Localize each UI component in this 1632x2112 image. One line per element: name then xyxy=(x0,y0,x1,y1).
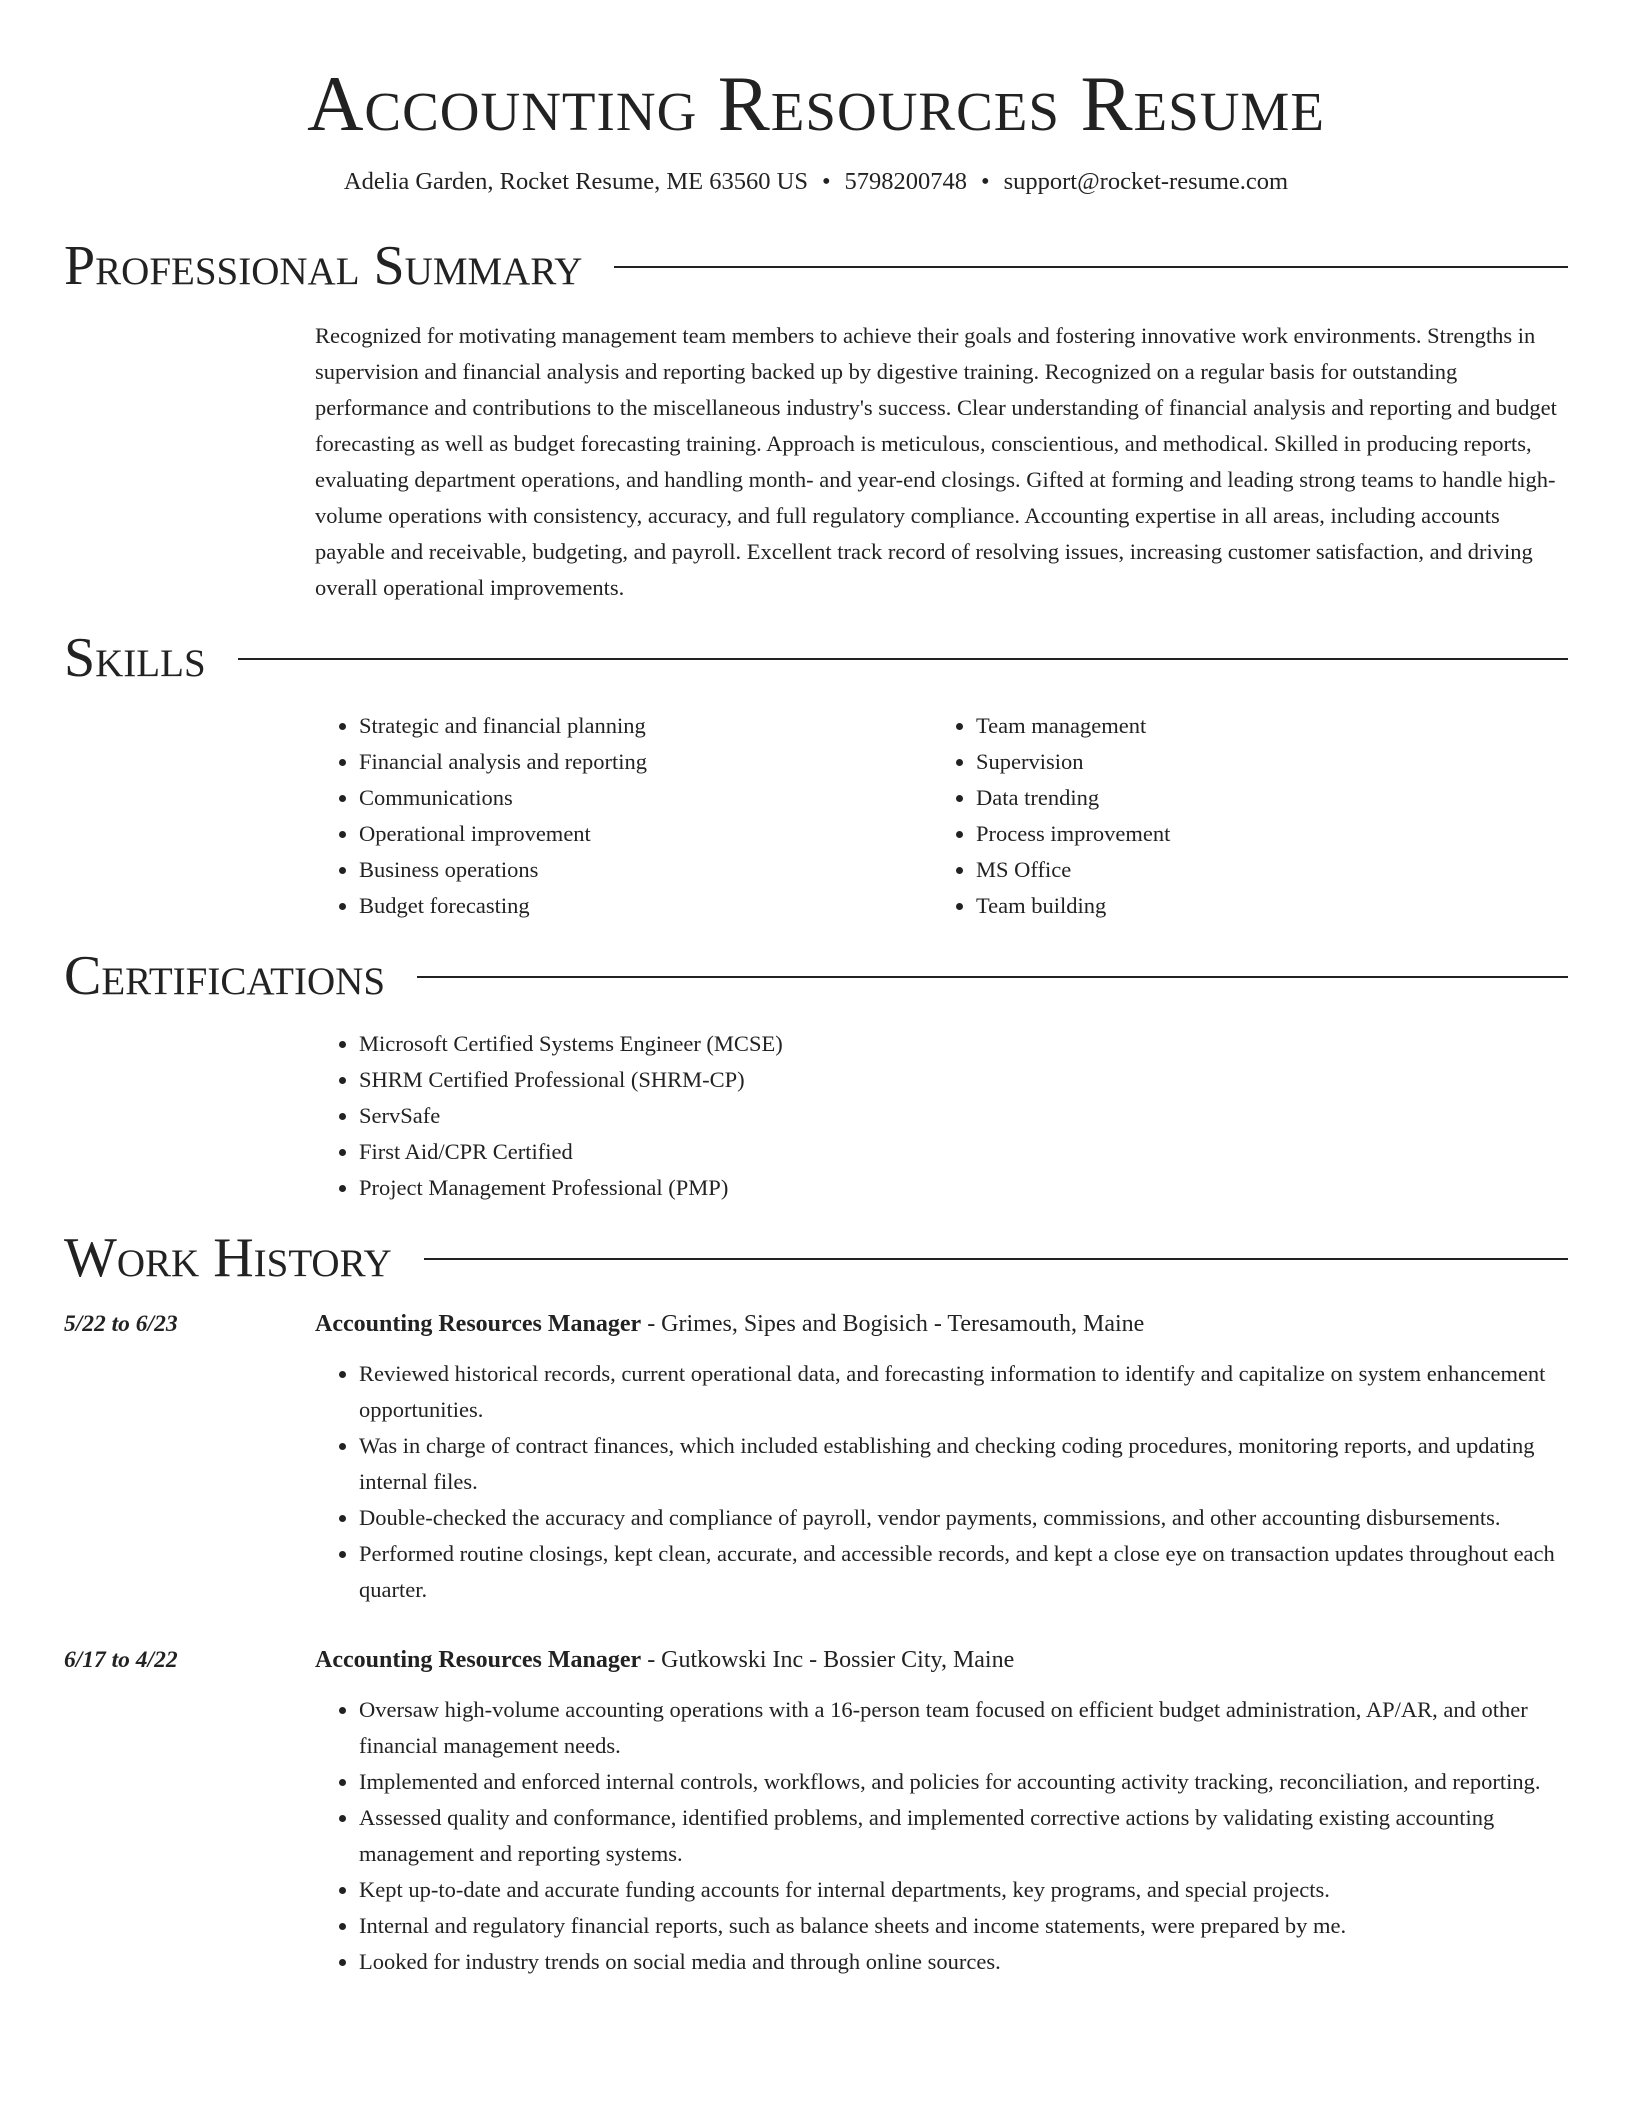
certifications-heading: Certifications xyxy=(64,945,386,1007)
section-divider xyxy=(417,976,1568,978)
job-bullet: • Double-checked the accuracy and compliance of payroll, vendor payments, commissions, and other accounting disbursements. xyxy=(359,1500,1568,1536)
skills-column-left xyxy=(315,708,932,924)
skill-item: • Business operations xyxy=(359,852,932,888)
job-details xyxy=(315,1306,1568,1608)
contact-phone: 5798200748 xyxy=(844,168,968,195)
section-divider xyxy=(238,658,1568,660)
certification-item: • Project Management Professional (PMP) xyxy=(359,1170,1568,1206)
skills-list xyxy=(315,708,1568,924)
job-company-location: - Grimes, Sipes and Bogisich - Teresamouth, Maine xyxy=(641,1311,1145,1337)
job-dates: 5/22 to 6/23 xyxy=(64,1311,178,1337)
skill-item: • Process improvement xyxy=(976,816,1549,852)
summary-section-heading xyxy=(64,234,1568,298)
work-history-section-heading xyxy=(64,1226,1568,1290)
job-header xyxy=(315,1642,1568,1678)
contact-separator: • xyxy=(821,168,831,195)
job-bullet: • Performed routine closings, kept clean, accurate, and accessible records, and kept a close eye on transaction updates throughout each quarter. xyxy=(359,1536,1568,1608)
job-entry xyxy=(64,1642,1568,1980)
section-divider xyxy=(424,1258,1568,1260)
skill-item: • Budget forecasting xyxy=(359,888,932,924)
certifications-ul xyxy=(315,1026,1568,1206)
skills-heading: Skills xyxy=(64,627,206,689)
job-entry xyxy=(64,1306,1568,1608)
job-bullet: • Internal and regulatory financial reports, such as balance sheets and income statements, were prepared by me. xyxy=(359,1908,1568,1944)
job-company-location: - Gutkowski Inc - Bossier City, Maine xyxy=(641,1647,1015,1673)
certification-item: • Microsoft Certified Systems Engineer (MCSE) xyxy=(359,1026,1568,1062)
skill-item: • Team management xyxy=(976,708,1549,744)
skills-section-heading xyxy=(64,626,1568,690)
certifications-list xyxy=(315,1026,1568,1206)
job-bullet: • Kept up-to-date and accurate funding accounts for internal departments, key programs, and special projects. xyxy=(359,1872,1568,1908)
skill-item: • Data trending xyxy=(976,780,1549,816)
job-dates: 6/17 to 4/22 xyxy=(64,1647,178,1673)
contact-separator: • xyxy=(981,168,990,195)
skill-item: • Communications xyxy=(359,780,932,816)
contact-address: Adelia Garden, Rocket Resume, ME 63560 US xyxy=(343,168,808,195)
job-header xyxy=(315,1306,1568,1342)
certification-item: • SHRM Certified Professional (SHRM-CP) xyxy=(359,1062,1568,1098)
skill-item: • MS Office xyxy=(976,852,1549,888)
contact-line xyxy=(64,166,1568,198)
work-history-heading: Work History xyxy=(64,1227,392,1289)
section-divider xyxy=(614,266,1568,268)
job-title: Accounting Resources Manager xyxy=(315,1647,642,1673)
job-bullets xyxy=(315,1356,1568,1608)
skill-item: • Operational improvement xyxy=(359,816,932,852)
job-details xyxy=(315,1642,1568,1980)
summary-body xyxy=(315,318,1568,606)
contact-email: support@rocket-resume.com xyxy=(1003,168,1289,195)
certification-item: • ServSafe xyxy=(359,1098,1568,1134)
job-bullet: • Reviewed historical records, current operational data, and forecasting information to identify and capitalize on system enhancement opportunities. xyxy=(359,1356,1568,1428)
skill-item: • Supervision xyxy=(976,744,1549,780)
resume-title: Accounting Resources Resume xyxy=(307,60,1325,147)
job-bullet: • Implemented and enforced internal controls, workflows, and policies for accounting activity tracking, reconciliation, and reporting. xyxy=(359,1764,1568,1800)
summary-heading: Professional Summary xyxy=(64,235,583,297)
job-title: Accounting Resources Manager xyxy=(315,1311,642,1337)
job-bullets xyxy=(315,1692,1568,1980)
job-bullet: • Assessed quality and conformance, identified problems, and implemented corrective actions by validating existing accounting management and reporting systems. xyxy=(359,1800,1568,1872)
skills-column-right xyxy=(932,708,1549,924)
job-bullet: • Was in charge of contract finances, which included establishing and checking coding procedures, monitoring reports, and updating internal files. xyxy=(359,1428,1568,1500)
certifications-section-heading xyxy=(64,944,1568,1008)
summary-text: Recognized for motivating management team members to achieve their goals and fostering innovative work environments. Strengths in supervision and financial analysis and reporting backed up by digestive training. Recognized on a regular basis for outstanding performance and contributions to the miscellaneous industry's success. Clear understanding of financial analysis and reporting and budget forecasting as well as budget forecasting training. Approach is meticulous, conscientious, and methodical. Skilled in producing reports, evaluating department operations, and handling month- and year-end closings. Gifted at forming and leading strong teams to handle high-volume operations with consistency, accuracy, and full regulatory compliance. Accounting expertise in all areas, including accounts payable and receivable, budgeting, and payroll. Excellent track record of resolving issues, increasing customer satisfaction, and driving overall operational improvements. xyxy=(315,323,1557,600)
job-bullet: • Oversaw high-volume accounting operations with a 16-person team focused on efficient budget administration, AP/AR, and other financial management needs. xyxy=(359,1692,1568,1764)
certification-item: • First Aid/CPR Certified xyxy=(359,1134,1568,1170)
skill-item: • Financial analysis and reporting xyxy=(359,744,932,780)
skill-item: • Strategic and financial planning xyxy=(359,708,932,744)
skill-item: • Team building xyxy=(976,888,1549,924)
job-bullet: • Looked for industry trends on social media and through online sources. xyxy=(359,1944,1568,1980)
